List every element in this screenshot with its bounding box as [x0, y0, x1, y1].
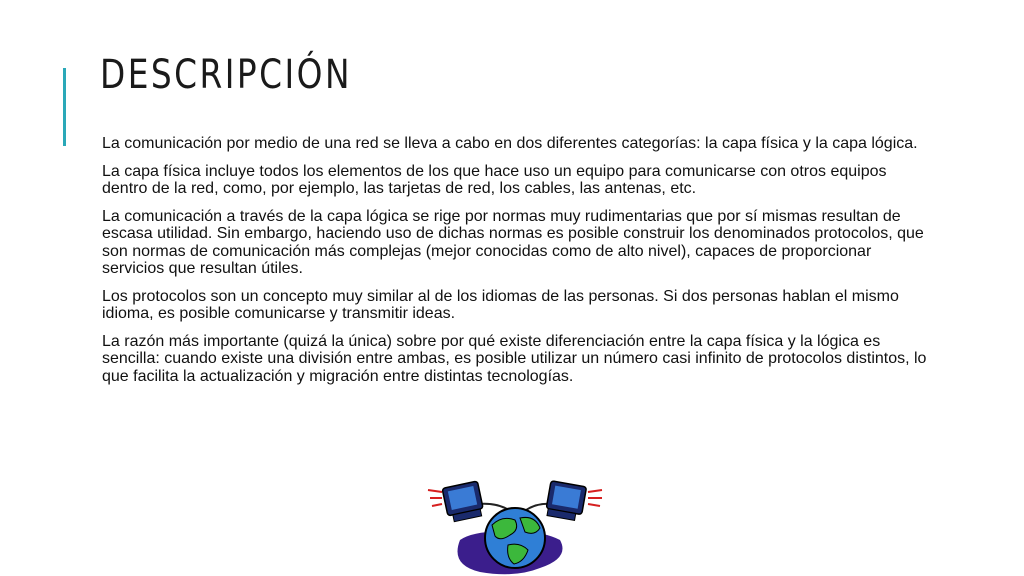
- paragraph-2: La capa física incluye todos los elementos de los que hace uso un equipo para comunicarse con otros equipos dentro de la red, como, por ejemplo, las tarjetas de red, los cables, las antenas, etc.: [102, 162, 887, 197]
- slide-body: [102, 135, 932, 395]
- globe-network-computers-icon: [420, 470, 610, 576]
- slide-title: DESCRIPCIÓN: [100, 52, 352, 98]
- paragraph-4: Los protocolos son un concepto muy similar al de los idiomas de las personas. Si dos personas hablan el mismo idioma, es posible comunicarse y transmitir ideas.: [102, 287, 899, 322]
- title-accent-bar: [63, 68, 66, 146]
- paragraph-3: La comunicación a través de la capa lógica se rige por normas muy rudimentarias que por sí mismas resultan de escasa utilidad. Sin embargo, haciendo uso de dichas normas es posible construir los denominados protocolos, que son normas de comunicación más complejas (mejor conocidas como de alto nivel), capaces de proporcionar servicios que resultan útiles.: [102, 207, 924, 277]
- paragraph-5: La razón más importante (quizá la única) sobre por qué existe diferenciación entre la capa física y la lógica es sencilla: cuando existe una división entre ambas, es posible utilizar un número casi infinito de protocolos distintos, lo que facilita la actualización y migración entre distintas tecnologías.: [102, 332, 927, 385]
- paragraph-1: La comunicación por medio de una red se lleva a cabo en dos diferentes categorías: la capa física y la capa lógica.: [102, 135, 918, 152]
